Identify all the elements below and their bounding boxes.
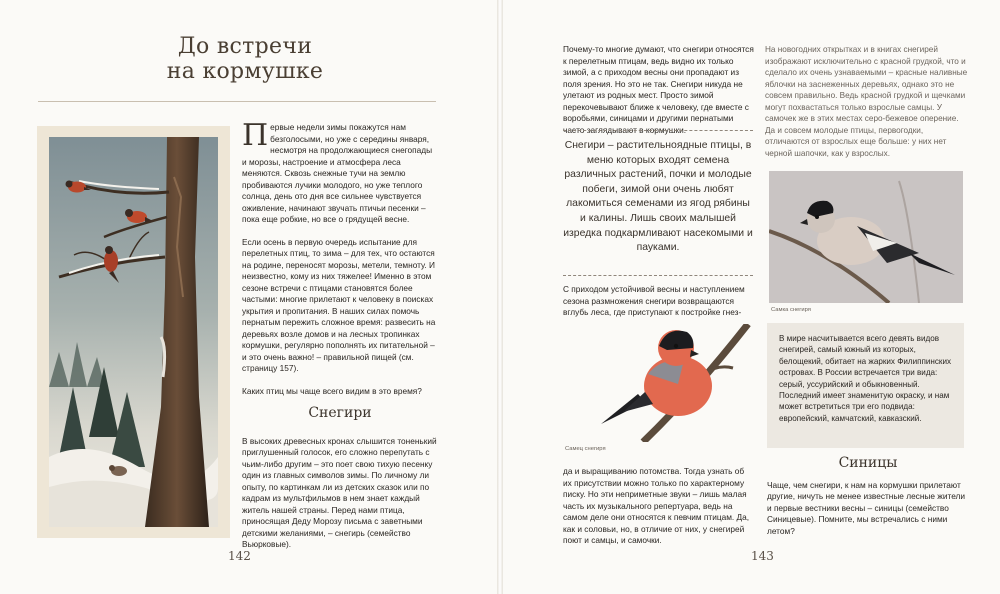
painting-frame <box>37 126 230 538</box>
paragraph-spring: С приходом устойчивой весны и наступлением сезона размножения снегири возвращаются вглубь леса, где приступают к постройке гнез- <box>563 284 745 317</box>
right-page <box>503 0 1000 594</box>
right-column-2-top <box>765 44 969 159</box>
right-column-1-mid <box>563 284 755 330</box>
female-bullfinch-photo <box>769 171 963 303</box>
drop-cap: П <box>242 118 269 153</box>
page-title <box>150 34 340 84</box>
male-bullfinch-illustration <box>583 324 753 442</box>
right-column-2-bottom <box>767 455 969 548</box>
section-heading-tits: Синицы <box>838 455 898 471</box>
male-bullfinch-photo <box>583 324 753 442</box>
male-photo-caption: Самец снегиря <box>565 446 606 452</box>
female-bullfinch-illustration <box>769 171 963 303</box>
left-text-column <box>242 118 438 562</box>
paragraph-2: Если осень в первую очередь испытание для перелетных птиц, то зима – для тех, что остаются на родине, переносят морозы, метели, темноту. И неизвестно, кому из них тяжелее! Именно в этом сезоне встречи с птицами становятся более частыми: многие прилетают к человеку в поисках укрытия и пропитания. В наших силах помочь пернатым пережить сложное время: развесить на деревьях возле домов и на лесных тропинках кормушки, регулярно пополнять их питательной – и это очень важно! – правильной пищей (см. страницу 157). <box>242 236 436 373</box>
info-box <box>767 323 964 448</box>
quote-text: Снегири – растительноядные птицы, в меню которых входят семена различных растений, почки и молодые побеги, зимой они очень любят лакомиться семенами из ягод рябины и калины. Лишь своих малышей изредка подкармливают насекомыми и пауками. <box>563 140 753 254</box>
section-heading-bullfinches: Снегири <box>308 405 372 421</box>
quote-box <box>563 130 753 276</box>
winter-birds-painting <box>49 137 218 527</box>
paragraph-singing: да и выращиванию потомства. Тогда узнать об их присутствии можно только по характерному писку. Но эти неприметные звуки – лишь малая часть их музыкального репертуара, ведь на самом деле они относятся к певчим птицам. Да, как и соловьи, но, в отличие от них, у снегирей поют и самцы, и самочки. <box>563 466 750 545</box>
left-page <box>0 0 497 594</box>
female-photo-caption: Самка снегиря <box>771 307 811 313</box>
paragraph-4: В высоких древесных кронах слышится тоненький приглушенный голосок, его сложно перепутать с чьим-либо другим – это поет свою тихую песенку один из главных символов зимы. По личному ли опыту, по картинкам ли из детских сказок или по кадрам из мультфильмов в нем знает каждый житель нашей страны. Перед нами птица, приносящая Деду Морозу письма с заветными детскими желаниями, – снегирь (семейство Вьюрковые). <box>242 435 437 549</box>
page-number-left: 142 <box>228 549 251 563</box>
right-column-1-bottom <box>563 466 755 558</box>
painting-illustration <box>49 137 218 527</box>
title-line-1: До встречи <box>177 34 313 59</box>
title-divider <box>38 101 436 102</box>
paragraph-migration: Почему-то многие думают, что снегири относятся к перелетным птицам, ведь видно их только зимой, а с приходом весны они пропадают из поля зрения. Но это не так. Снегири никуда не улетают из родных мест. Просто зимой перекочевывают ближе к человеку, где вместе с воробьями, синицами и другими пернатыми часто заглядывают в кормушки. <box>563 44 754 135</box>
paragraph-3: Каких птиц мы чаще всего видим в это время? <box>242 385 422 396</box>
paragraph-coloration: На новогодних открытках и в книгах снегирей изображают исключительно с красной грудкой, что и сделало их очень узнаваемыми – красные наливные яблочки на заснеженных деревьях, однако это не совсем правильно. Ведь красной грудкой и щечками могут похвастаться только взрослые самцы. У самочек же в этих местах серо-бежевое оперение. Да и совсем молодые птицы, первогодки, отличаются от взрослых еще больше: у них нет черной шапочки, как у взрослых. <box>765 45 968 158</box>
paragraph-tits: Чаще, чем снегири, к нам на кормушки прилетают другие, ничуть не менее известные лесные жители и первые вестники весны – синицы (семейство Синицевые). Помните, мы встречались с ними летом? <box>767 479 966 536</box>
intro-paragraph: Первые недели зимы покажутся нам безголосыми, но уже с середины января, несмотря на продолжающиеся снегопады и морозы, настроение и атмосфера леса меняются. Сквозь снежные тучи на землю пробиваются лучики молодого, но уже теплого солнца, день ото дня все сильнее чувствуется оживление, начинают звучать птичьи песенки – пока еще робкие, но все о грядущей весне. <box>242 118 433 224</box>
title-line-2: на кормушке <box>166 59 324 84</box>
page-number-right: 143 <box>751 549 774 563</box>
info-text: В мире насчитывается всего девять видов снегирей, самый южный из которых, белощекий, обитает на жарких Филиппинских островах. В России встречается три вида: серый, уссурийский и обыкновенный. Последний имеет знаменитую окраску, и нам может встретиться три его подвида: европейский, камчатский, кавказский. <box>779 334 952 423</box>
